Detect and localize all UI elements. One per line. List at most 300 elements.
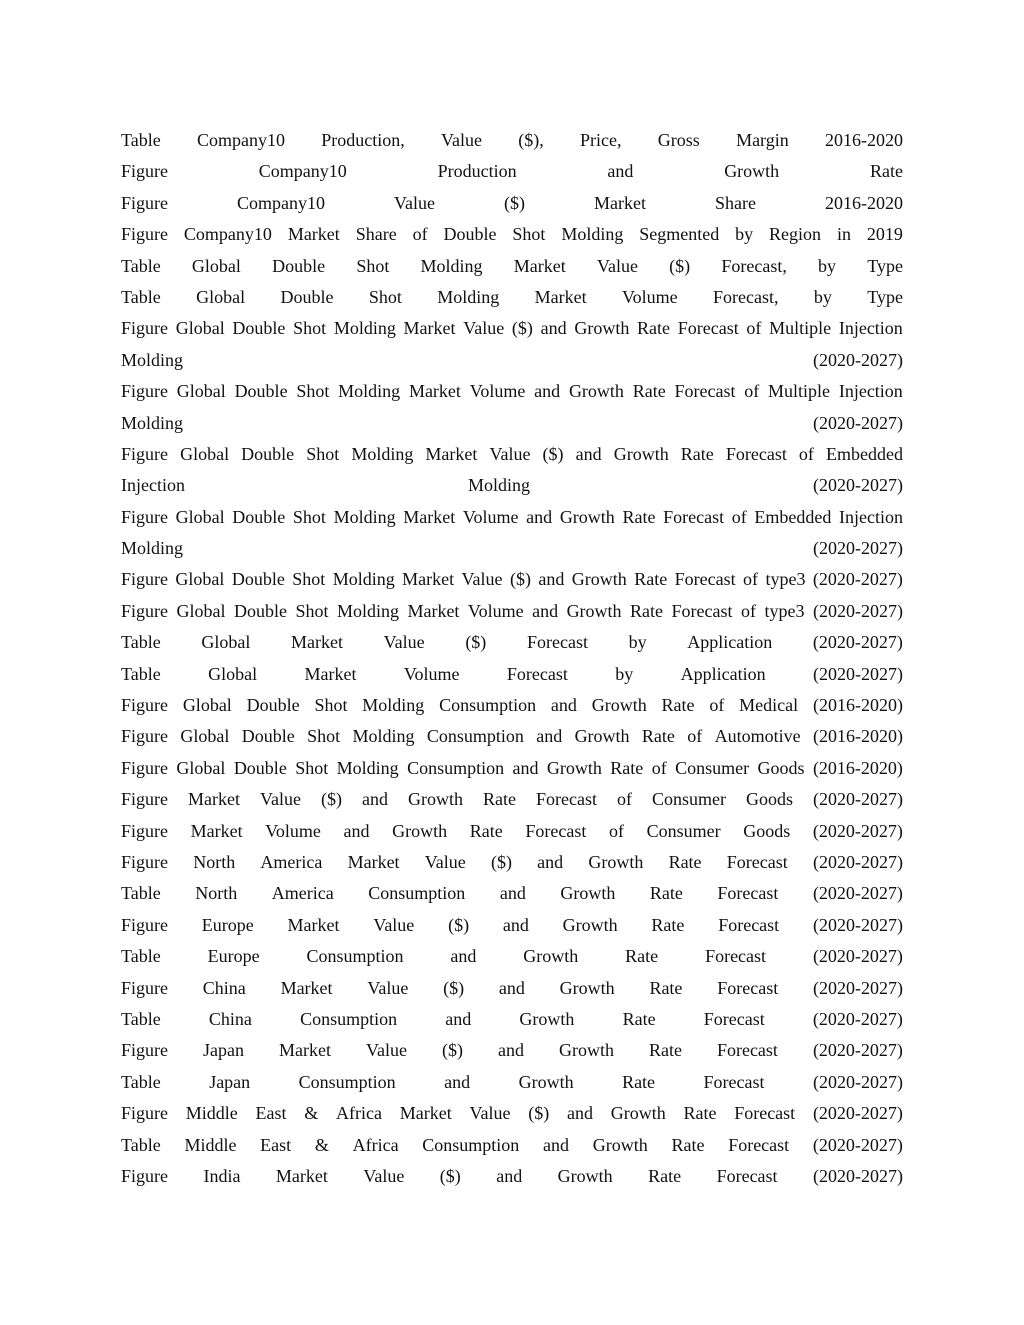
line-word: of — [746, 318, 762, 339]
line-word: Value — [394, 192, 435, 213]
line-word: and — [445, 1008, 472, 1029]
line-word: ($) — [465, 632, 487, 653]
line-word: (2020-2027) — [812, 789, 903, 810]
document-line — [121, 627, 903, 658]
line-word: (2020-2027) — [812, 600, 903, 621]
line-word: Double — [443, 224, 497, 245]
line-word: Africa — [336, 1103, 382, 1124]
line-word: (2020-2027) — [812, 851, 903, 872]
line-word: Growth — [557, 1165, 613, 1186]
line-word: of — [709, 695, 725, 716]
line-word: Consumption — [426, 726, 524, 747]
line-word: Double — [233, 757, 287, 778]
line-word: Price, — [580, 130, 622, 150]
line-word: Shot — [293, 318, 327, 339]
document-line — [121, 753, 903, 784]
line-word: Volume — [462, 506, 519, 527]
line-word: of — [731, 506, 747, 527]
line-word: Double — [241, 726, 295, 747]
document-line — [121, 973, 903, 1004]
document-line — [121, 313, 903, 344]
document-line — [121, 251, 903, 282]
list-of-tables-and-figures — [121, 125, 903, 1192]
document-line — [121, 439, 903, 470]
line-word: Company10 — [258, 161, 347, 182]
line-word: and — [502, 914, 529, 935]
line-word: Figure — [121, 506, 168, 527]
line-word: Goods — [745, 789, 793, 810]
line-word: and — [543, 1134, 570, 1155]
line-word: Share — [714, 192, 756, 213]
line-word: Figure — [121, 569, 168, 590]
line-word: Rate — [625, 946, 659, 967]
line-word: Production, — [321, 130, 405, 150]
line-word: Embedded — [826, 443, 903, 464]
line-word: (2020-2027) — [812, 1008, 903, 1029]
line-word: Molding — [420, 255, 483, 276]
document-line — [121, 156, 903, 187]
line-word: (2016-2020) — [812, 757, 903, 778]
line-word: Volume — [621, 286, 678, 307]
line-word: and — [566, 1103, 593, 1124]
line-word: Figure — [121, 820, 168, 841]
line-word: Global — [176, 381, 226, 402]
line-word: Table — [121, 130, 161, 150]
line-word: Shot — [314, 695, 348, 716]
line-word: Europe — [201, 914, 254, 935]
document-line — [121, 376, 903, 407]
line-word: (2020-2027) — [813, 1165, 903, 1186]
line-word: Table — [121, 1008, 161, 1029]
line-word: Rate — [869, 161, 903, 182]
line-word: Growth — [566, 600, 622, 621]
line-word: of — [741, 600, 756, 621]
line-word: Figure — [121, 1040, 168, 1061]
line-word: Growth — [519, 1008, 575, 1029]
line-word: and — [361, 789, 388, 810]
line-word: 2016-2020 — [825, 130, 903, 150]
document-line — [121, 1004, 903, 1035]
line-word: and — [532, 600, 559, 621]
line-word: Consumption — [368, 883, 466, 904]
line-word: Shot — [292, 506, 326, 527]
line-word: Global — [201, 632, 251, 653]
line-word: Forecast — [716, 1040, 778, 1061]
line-word: type3 — [764, 600, 805, 621]
document-line — [121, 690, 903, 721]
line-word: Volume — [467, 600, 524, 621]
line-word: Growth — [610, 1103, 666, 1124]
document-line — [121, 847, 903, 878]
line-word: Market — [287, 914, 340, 935]
line-word: Molding — [352, 726, 415, 747]
line-word: Shot — [356, 255, 390, 276]
line-word: and — [499, 883, 526, 904]
line-word: and — [444, 1071, 471, 1092]
line-word: (2020-2027) — [812, 1040, 903, 1061]
line-word: Share — [355, 224, 397, 245]
line-word: Forecast, — [721, 255, 787, 276]
line-word: of — [609, 820, 625, 841]
line-word: Figure — [121, 851, 168, 872]
line-word: Global — [175, 569, 225, 590]
line-word: Growth — [546, 757, 602, 778]
line-word: Figure — [121, 914, 168, 935]
line-word: Figure — [121, 977, 168, 998]
line-word: of — [651, 757, 667, 778]
line-word: Table — [121, 1134, 161, 1155]
line-word: by — [735, 224, 754, 245]
line-word: Figure — [121, 695, 168, 716]
line-word: ($) — [443, 977, 465, 998]
line-word: Forecast — [703, 1071, 765, 1092]
line-word: Shot — [368, 286, 402, 307]
document-line — [121, 596, 903, 627]
line-word: ($) — [503, 192, 525, 213]
line-word: Consumption — [300, 1008, 398, 1029]
line-word: Multiple — [768, 381, 831, 402]
line-word: Figure — [121, 318, 168, 339]
line-word: and — [497, 1040, 524, 1061]
line-word: Volume — [265, 820, 321, 841]
line-word: Growth — [613, 443, 669, 464]
line-word: Company10 — [237, 192, 325, 213]
line-word: ($) — [669, 255, 691, 276]
line-word: America — [260, 851, 323, 872]
line-word: Injection — [121, 475, 185, 496]
line-word: Consumption — [306, 946, 404, 967]
line-word: and — [526, 506, 553, 527]
line-word: and — [607, 161, 634, 182]
line-word: Value — [463, 318, 505, 339]
line-word: Japan — [203, 1040, 244, 1061]
document-line — [121, 910, 903, 941]
line-word: Table — [121, 286, 161, 307]
line-word: Rate — [649, 977, 683, 998]
line-word: Region — [769, 224, 822, 245]
line-word: Market — [407, 600, 460, 621]
document-line — [121, 188, 903, 219]
line-word: Molding — [338, 381, 401, 402]
line-word: of — [687, 726, 703, 747]
line-word: Shot — [295, 600, 329, 621]
line-word: Growth — [407, 789, 463, 810]
line-word: Forecast — [674, 569, 736, 590]
line-word: Value — [383, 632, 425, 653]
line-word: Double — [241, 443, 295, 464]
line-word: Automotive — [714, 726, 801, 747]
line-word: Growth — [571, 569, 627, 590]
line-word: Market — [408, 381, 461, 402]
line-word: Table — [121, 883, 161, 904]
line-word: of — [616, 789, 632, 810]
line-word: Forecast — [677, 318, 739, 339]
document-line — [121, 533, 903, 564]
line-word: (2020-2027) — [812, 977, 903, 998]
line-word: & — [314, 1134, 329, 1155]
line-word: Figure — [121, 600, 168, 621]
line-word: (2020-2027) — [812, 914, 903, 935]
document-line — [121, 282, 903, 313]
line-word: ($) — [509, 569, 531, 590]
line-word: Figure — [121, 192, 168, 213]
line-word: Market — [278, 1040, 331, 1061]
line-word: (2020-2027) — [813, 349, 903, 370]
line-word: Global — [208, 663, 258, 684]
line-word: Consumer — [675, 757, 750, 778]
document-line — [121, 816, 903, 847]
line-word: Forecast — [526, 632, 588, 653]
line-word: Molding — [121, 412, 184, 433]
line-word: Table — [121, 663, 161, 684]
line-word: Double — [246, 695, 300, 716]
line-word: Application — [680, 663, 766, 684]
line-word: in — [836, 224, 851, 245]
line-word: Rate — [651, 914, 685, 935]
line-word: Forecast, — [713, 286, 779, 307]
line-word: and — [498, 977, 525, 998]
line-word: of — [412, 224, 428, 245]
line-word: Rate — [648, 1165, 682, 1186]
line-word: Value — [363, 1165, 405, 1186]
line-word: Rate — [634, 569, 668, 590]
line-word: Consumer — [651, 789, 726, 810]
line-word: 2019 — [866, 224, 903, 245]
line-word: Table — [121, 632, 161, 653]
line-word: by — [813, 286, 832, 307]
line-word: Value — [441, 130, 482, 150]
line-word: Growth — [518, 1071, 574, 1092]
line-word: (2020-2027) — [812, 820, 903, 841]
line-word: Value — [469, 1103, 511, 1124]
line-word: Global — [176, 600, 226, 621]
line-word: Figure — [121, 161, 168, 182]
line-word: Double — [234, 381, 288, 402]
line-word: (2020-2027) — [813, 475, 903, 496]
line-word: Japan — [209, 1071, 251, 1092]
line-word: Market — [402, 569, 455, 590]
line-word: Figure — [121, 381, 168, 402]
line-word: Forecast — [734, 1103, 796, 1124]
line-word: Value — [489, 443, 531, 464]
line-word: Forecast — [728, 1134, 790, 1155]
line-word: Market — [403, 506, 456, 527]
line-word: Middle — [185, 1103, 238, 1124]
line-word: by — [615, 663, 634, 684]
line-word: Global — [182, 695, 232, 716]
line-word: Forecast — [663, 506, 725, 527]
line-word: Molding — [351, 443, 414, 464]
line-word: Africa — [352, 1134, 399, 1155]
line-word: of — [744, 381, 760, 402]
document-line — [121, 878, 903, 909]
line-word: and — [550, 695, 577, 716]
line-word: Forecast — [525, 820, 587, 841]
line-word: Figure — [121, 1103, 168, 1124]
line-word: Shot — [292, 569, 326, 590]
line-word: Growth — [588, 851, 644, 872]
line-word: Figure — [121, 789, 168, 810]
line-word: Rate — [622, 1008, 656, 1029]
line-word: by — [818, 255, 837, 276]
line-word: (2020-2027) — [813, 538, 903, 559]
line-word: Market — [403, 318, 456, 339]
line-word: & — [304, 1103, 319, 1124]
line-word: Molding — [336, 757, 399, 778]
document-line — [121, 941, 903, 972]
line-word: ($) — [542, 443, 564, 464]
line-word: Market — [534, 286, 587, 307]
line-word: ($) — [320, 789, 342, 810]
line-word: Rate — [610, 757, 644, 778]
document-line — [121, 502, 903, 533]
line-word: Molding — [467, 475, 530, 496]
line-word: Forecast — [671, 600, 733, 621]
line-word: Double — [233, 600, 287, 621]
line-word: (2020-2027) — [812, 632, 903, 653]
line-word: East — [260, 1134, 292, 1155]
line-word: Molding — [121, 538, 184, 559]
line-word: Molding — [121, 349, 184, 370]
line-word: Growth — [392, 820, 448, 841]
line-word: by — [628, 632, 647, 653]
line-word: Forecast — [718, 914, 780, 935]
line-word: Gross — [657, 130, 700, 150]
line-word: Market — [280, 977, 333, 998]
line-word: (2020-2027) — [812, 569, 903, 590]
line-word: China — [202, 977, 246, 998]
line-word: Rate — [680, 443, 714, 464]
line-word: Shot — [307, 726, 341, 747]
line-word: Global — [175, 318, 225, 339]
line-word: Embedded — [754, 506, 832, 527]
line-word: Value — [424, 851, 466, 872]
line-word: Rate — [668, 851, 702, 872]
document-line — [121, 1161, 903, 1192]
line-word: Consumption — [407, 757, 505, 778]
line-word: Global — [176, 757, 226, 778]
line-word: and — [512, 757, 539, 778]
line-word: Market — [287, 224, 340, 245]
line-word: Growth — [559, 977, 615, 998]
document-line — [121, 1130, 903, 1161]
line-word: Growth — [574, 726, 630, 747]
line-word: and — [575, 443, 602, 464]
line-word: Rate — [622, 1071, 656, 1092]
line-word: Forecast — [725, 443, 787, 464]
document-line — [121, 1098, 903, 1129]
line-word: Molding — [336, 600, 399, 621]
line-word: Growth — [591, 695, 647, 716]
line-word: Shot — [512, 224, 546, 245]
line-word: ($) — [439, 1165, 461, 1186]
document-line — [121, 1067, 903, 1098]
line-word: Rate — [661, 695, 695, 716]
line-word: Global — [180, 726, 230, 747]
line-word: Europe — [207, 946, 260, 967]
document-line — [121, 564, 903, 595]
line-word: and — [534, 381, 561, 402]
line-word: North — [193, 851, 236, 872]
line-word: America — [271, 883, 334, 904]
line-word: (2020-2027) — [812, 883, 903, 904]
line-word: Figure — [121, 224, 168, 245]
line-word: Forecast — [717, 977, 779, 998]
line-word: Growth — [562, 914, 618, 935]
line-word: and — [450, 946, 477, 967]
line-word: Figure — [121, 757, 168, 778]
line-word: Growth — [560, 883, 616, 904]
line-word: Market — [593, 192, 646, 213]
line-word: Molding — [362, 695, 425, 716]
line-word: Table — [121, 1071, 161, 1092]
document-line — [121, 345, 903, 376]
line-word: Table — [121, 946, 161, 967]
line-word: and — [537, 851, 564, 872]
line-word: Injection — [838, 506, 903, 527]
line-word: and — [538, 569, 565, 590]
line-word: Growth — [592, 1134, 648, 1155]
line-word: (2020-2027) — [812, 946, 903, 967]
line-word: of — [743, 569, 759, 590]
line-word: Molding — [333, 318, 396, 339]
line-word: Rate — [622, 506, 656, 527]
line-word: Rate — [630, 600, 664, 621]
line-word: Molding — [437, 286, 500, 307]
line-word: Global — [175, 506, 225, 527]
line-word: Consumption — [298, 1071, 396, 1092]
line-word: ($) — [490, 851, 512, 872]
document-line — [121, 408, 903, 439]
line-word: Forecast — [716, 1165, 778, 1186]
line-word: Molding — [333, 506, 396, 527]
line-word: 2016-2020 — [824, 192, 903, 213]
document-line — [121, 219, 903, 250]
line-word: and — [343, 820, 370, 841]
line-word: Rate — [648, 1040, 682, 1061]
line-word: Forecast — [705, 946, 767, 967]
line-word: ($), — [518, 130, 544, 150]
line-word: Figure — [121, 1165, 168, 1186]
line-word: Growth — [724, 161, 780, 182]
line-word: (2016-2020) — [812, 695, 903, 716]
line-word: ($) — [441, 1040, 463, 1061]
line-word: Rate — [649, 883, 683, 904]
document-line — [121, 721, 903, 752]
line-word: Global — [196, 286, 246, 307]
line-word: and — [536, 726, 563, 747]
line-word: Type — [867, 255, 903, 276]
line-word: Market — [425, 443, 478, 464]
line-word: Market — [291, 632, 344, 653]
line-word: (2016-2020) — [813, 726, 903, 747]
line-word: Volume — [403, 663, 460, 684]
line-word: and — [540, 318, 567, 339]
line-word: Growth — [574, 318, 630, 339]
line-word: Growth — [558, 1040, 614, 1061]
line-word: Value — [367, 977, 409, 998]
line-word: Growth — [559, 506, 615, 527]
line-word: Forecast — [726, 851, 788, 872]
line-word: Molding — [561, 224, 624, 245]
line-word: Growth — [523, 946, 579, 967]
line-word: Consumer — [646, 820, 721, 841]
line-word: ($) — [448, 914, 470, 935]
line-word: Injection — [838, 381, 903, 402]
line-word: of — [798, 443, 814, 464]
document-line — [121, 470, 903, 501]
line-word: Double — [231, 569, 285, 590]
